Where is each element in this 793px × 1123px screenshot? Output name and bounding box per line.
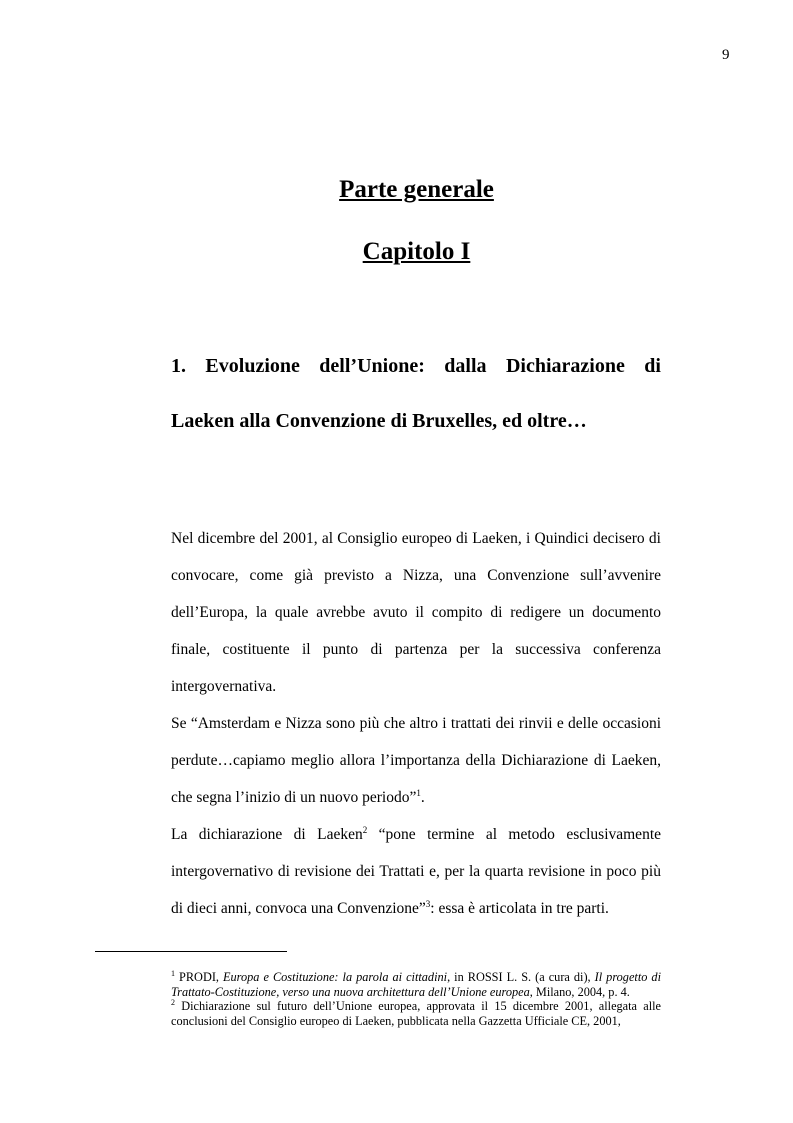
footnote-ref: 1	[416, 787, 421, 798]
footnote-ref: 3	[425, 898, 431, 909]
heading-word: Dichiarazione	[505, 355, 625, 377]
footnote-text: , in ROSSI L. S. (a cura di),	[447, 970, 595, 984]
footnote-text: PRODI,	[175, 970, 224, 984]
paragraph-text: “pone termine al metodo esclusivamente intergovernativo di revisione dei Trattati e, per la quarta revisione in poco più di dieci anni, convoca una Convenzione”	[171, 826, 662, 917]
paragraph-text: Se “Amsterdam e Nizza sono più che altro i trattati dei rinvii e delle occasioni perdute…capiamo meglio allora l’importanza della Dichiarazione di Laeken, che segna l’inizio di un nuovo periodo”	[171, 715, 661, 806]
footnote-number: 1	[171, 968, 175, 978]
section-heading-line-2: Laeken alla Convenzione di Bruxelles, ed oltre…	[171, 410, 587, 432]
footnote-ref: 2	[362, 824, 368, 835]
chapter-title: Capitolo I	[362, 238, 471, 265]
footnote-book-title: Il progetto di Trattato-Costituzione, verso una nuova architettura dell’Unione europea	[171, 970, 661, 999]
heading-word: Evoluzione	[205, 355, 300, 377]
paragraph-text: : essa è articolata in tre parti.	[430, 900, 609, 917]
heading-word: di	[644, 355, 661, 377]
paragraph-text: .	[420, 789, 425, 806]
section-heading-line-1	[171, 355, 661, 378]
paragraph	[171, 705, 661, 816]
footnote-separator	[95, 951, 287, 952]
heading-word: dell’Unione:	[319, 355, 425, 377]
footnote-text: , Milano, 2004, p. 4.	[529, 984, 630, 999]
paragraph	[171, 816, 661, 927]
heading-word: 1.	[171, 355, 186, 377]
page-number: 9	[722, 47, 730, 63]
paragraph: Nel dicembre del 2001, al Consiglio europeo di Laeken, i Quindici decisero di convocare, come già previsto a Nizza, una Convenzione sull’avvenire dell’Europa, la quale avrebbe avuto il compito di redigere un documento finale, costituente il punto di partenza per la successiva conferenza intergovernativa.	[171, 530, 661, 695]
part-title: Parte generale	[339, 176, 494, 203]
footnote	[171, 999, 661, 1028]
footnote	[171, 970, 661, 999]
footnotes	[171, 970, 661, 1028]
heading-word: dalla	[444, 355, 487, 377]
footnote-title: Europa e Costituzione: la parola ai cittadini	[223, 970, 448, 984]
body-text	[171, 520, 661, 927]
footnote-number: 2	[171, 997, 175, 1007]
paragraph-text: La dichiarazione di Laeken	[171, 826, 363, 843]
footnote-text: Dichiarazione sul futuro dell’Unione europea, approvata il 15 dicembre 2001, allegata alle conclusioni del Consiglio europeo di Laeken, pubblicata nella Gazzetta Ufficiale CE, 2001,	[171, 999, 661, 1028]
